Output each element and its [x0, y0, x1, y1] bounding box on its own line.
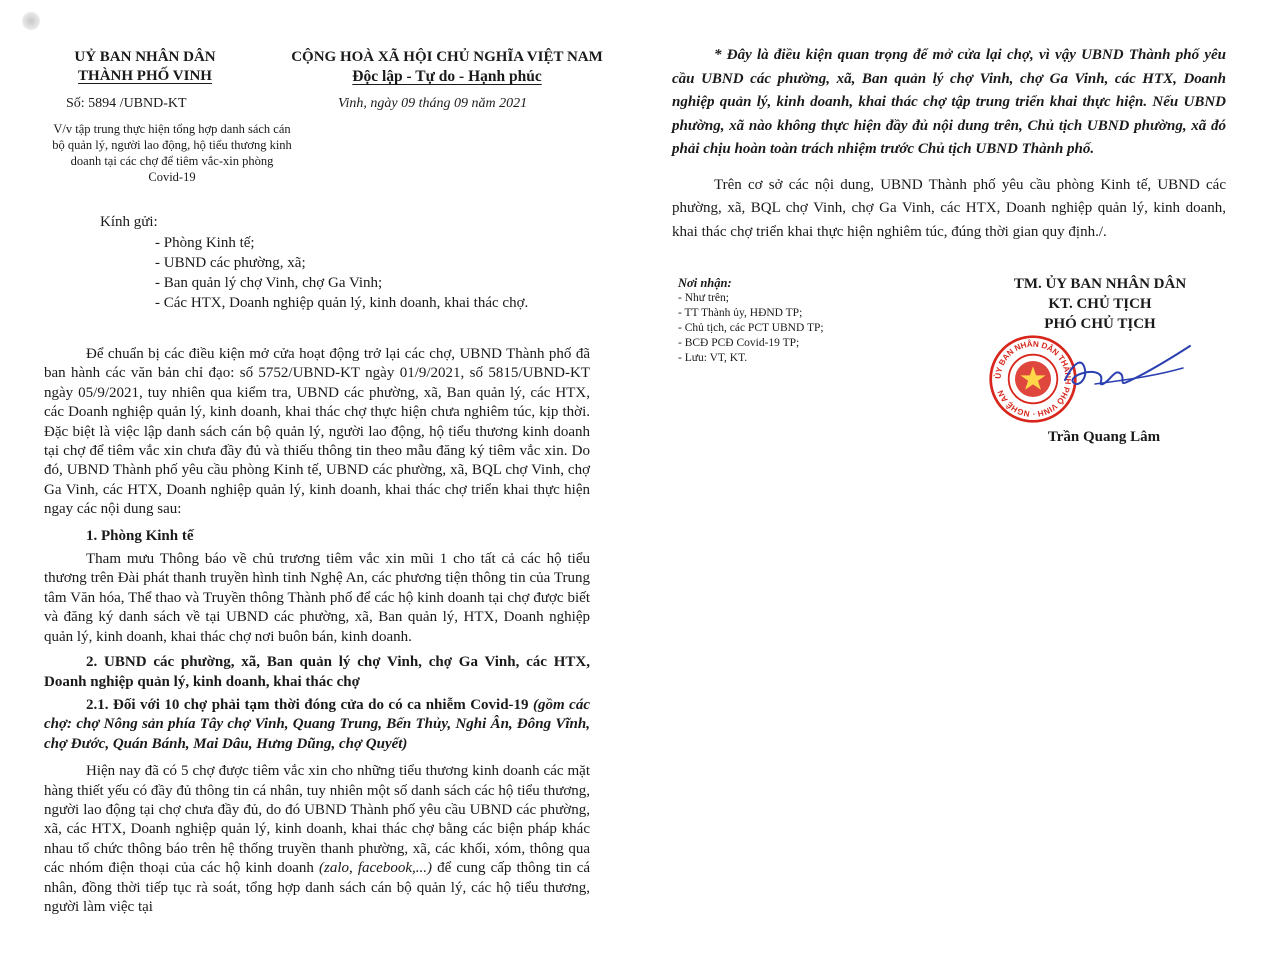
section-2-1-text-a: Hiện nay đã có 5 chợ được tiêm vắc xin cho những tiểu thương kinh doanh các mặt hàng thiết yếu có đầy đủ thông tin cá nhân, tuy nhiên một số danh sách các hộ tiểu thương, người lao động tại chợ chưa đầy đủ, do đó UBND Thành phố yêu cầu UBND các phường, xã, các HTX, Doanh nghiệp quản lý, kinh doanh, khai thác chợ bằng các biện pháp khác nhau tổ chức thông báo trên hệ thống truyền thanh phường, xã, các khối, xóm, thông qua các nhóm điện thoại của các hộ kinh doanh [44, 763, 590, 877]
section-2-title: 2. UBND các phường, xã, Ban quản lý chợ Vinh, chợ Ga Vinh, các HTX, Doanh nghiệp quản lý, kinh doanh, khai thác chợ [44, 654, 590, 690]
section-2-1-text [44, 762, 590, 917]
section-2-1-heading [44, 696, 590, 754]
section-2-1-title: 2.1. Đối với 10 chợ phải tạm thời đóng cửa do có ca nhiễm Covid-19 [86, 696, 529, 713]
section-2-1-text-italic: (zalo, facebook,...) [318, 860, 432, 877]
distribution-item: - TT Thành ủy, HĐND TP; [678, 307, 803, 319]
distribution-list [678, 276, 824, 366]
national-heading [272, 48, 622, 86]
nation-motto: Độc lập - Tự do - Hạnh phúc [352, 68, 542, 85]
seal-text-path: ỦY BAN NHÂN DÂN THÀNH PHỐ VINH · NGHỆ AN [993, 339, 1073, 419]
section-1-text: Tham mưu Thông báo về chủ trương tiêm vắc xin mũi 1 cho tất cả các hộ tiểu thương trên Đài phát thanh truyền hình tỉnh Nghệ An, các phương tiện thông tin của Trung tâm Văn hóa, Thể thao và Truyền thông Thành phố để các hộ kinh doanh tại chợ được biết và đăng ký danh sách về tại UBND các phường, xã, Ban quản lý, HTX, Doanh nghiệp quản lý, kinh doanh, khai thác chợ nơi buôn bán, kinh doanh. [44, 551, 590, 645]
recipient-item: - Ban quản lý chợ Vinh, chợ Ga Vinh; [155, 275, 383, 291]
handwritten-signature-icon [1055, 340, 1195, 400]
org-line-1: UỶ BAN NHÂN DÂN [74, 49, 216, 65]
signer-name: Trần Quang Lâm [1047, 429, 1161, 445]
recipient-item: - Các HTX, Doanh nghiệp quản lý, kinh doanh, khai thác chợ. [155, 295, 529, 311]
section-2-1-text-b: để cung cấp thông tin cá nhân, đồng thời tiếp tục rà soát, tổng hợp danh sách cán bộ quản lý, các hộ tiểu thương, người làm việc tại [44, 860, 591, 915]
recipient-item: - UBND các phường, xã; [155, 255, 306, 271]
signature-block [985, 274, 1215, 334]
distribution-item: - Chủ tịch, các PCT UBND TP; [678, 322, 824, 334]
signature-title-3: PHÓ CHỦ TỊCH [1044, 316, 1156, 332]
issuing-authority [50, 48, 240, 86]
body-left [44, 345, 590, 917]
intro-paragraph: Để chuẩn bị các điều kiện mở cửa hoạt động trở lại các chợ, UBND Thành phố đã ban hành các văn bản chỉ đạo: số 5752/UBND-KT ngày 01/9/2021, số 5815/UBND-KT ngày 05/9/2021, tuy nhiên qua kiểm tra, UBND các phường, xã, Ban quản lý, các HTX, các Doanh nghiệp quản lý, kinh doanh, khai thác chợ thực hiện chưa nghiêm túc, kịp thời. Đặc biệt là việc lập danh sách cán bộ quản lý, người lao động, hộ tiểu thương kinh doanh tại chợ để tiêm vắc xin chưa đầy đủ và thiếu thông tin theo mẫu đăng ký tiêm vắc xin. Do đó, UBND Thành phố yêu cầu phòng Kinh tế, UBND các phường, xã, BQL chợ Vinh, chợ Ga Vinh, các HTX, Doanh nghiệp quản lý, kinh doanh, khai thác chợ triển khai thực hiện ngay các nội dung sau: [44, 346, 590, 518]
signature-title-1: TM. ỦY BAN NHÂN DÂN [1013, 276, 1187, 292]
document-number: Số: 5894 /UBND-KT [66, 96, 187, 111]
distribution-item: - BCĐ PCĐ Covid-19 TP; [678, 337, 800, 349]
recipients-label: Kính gửi: [100, 214, 158, 230]
corner-mark [22, 12, 40, 30]
recipient-item: - Phòng Kinh tế; [155, 235, 255, 251]
nation-title: CỘNG HOÀ XÃ HỘI CHỦ NGHĨA VIỆT NAM [291, 49, 603, 65]
section-1-title: 1. Phòng Kinh tế [86, 527, 194, 544]
distribution-item: - Lưu: VT, KT. [678, 352, 748, 364]
emphasis-paragraph: * Đây là điều kiện quan trọng để mở cửa lại chợ, vì vậy UBND Thành phố yêu cầu UBND các phường, xã, Ban quản lý chợ Vinh, chợ Ga Vinh, các HTX, Doanh nghiệp quản lý, kinh doanh, khai thác chợ tập trung triển khai thực hiện. Nếu UBND phường, xã nào không thực hiện đầy đủ nội dung trên, Chủ tịch UBND phường, xã đó phải chịu hoàn toàn trách nhiệm trước Chủ tịch UBND Thành phố. [672, 47, 1226, 157]
org-line-2: THÀNH PHỐ VINH [78, 68, 212, 84]
document-subject: V/v tập trung thực hiện tổng hợp danh sách cán bộ quản lý, người lao động, hộ tiểu thương kinh doanh tại các chợ để tiêm vắc-xin phòng Covid-19 [52, 122, 292, 184]
signature-title-2: KT. CHỦ TỊCH [1048, 296, 1152, 312]
section-2-1-markets: (gồm các chợ: chợ Nông sản phía Tây chợ Vinh, Quang Trung, Bến Thủy, Nghi Ân, Đông Vĩnh, chợ Đước, Quán Bánh, Mai Dâu, Hưng Dũng, chợ Quyết) [44, 696, 590, 752]
body-right [672, 44, 1226, 244]
recipients-list [155, 233, 528, 313]
distribution-title: Nơi nhận: [678, 276, 732, 290]
document-date: Vinh, ngày 09 tháng 09 năm 2021 [338, 96, 528, 111]
closing-paragraph: Trên cơ sở các nội dung, UBND Thành phố yêu cầu phòng Kinh tế, UBND các phường, xã, BQL chợ Vinh, chợ Ga Vinh, các HTX, Doanh nghiệp quản lý, kinh doanh, khai thác chợ triển khai thực hiện nghiêm túc, đúng thời gian quy định./. [672, 176, 1226, 240]
distribution-item: - Như trên; [678, 292, 729, 304]
